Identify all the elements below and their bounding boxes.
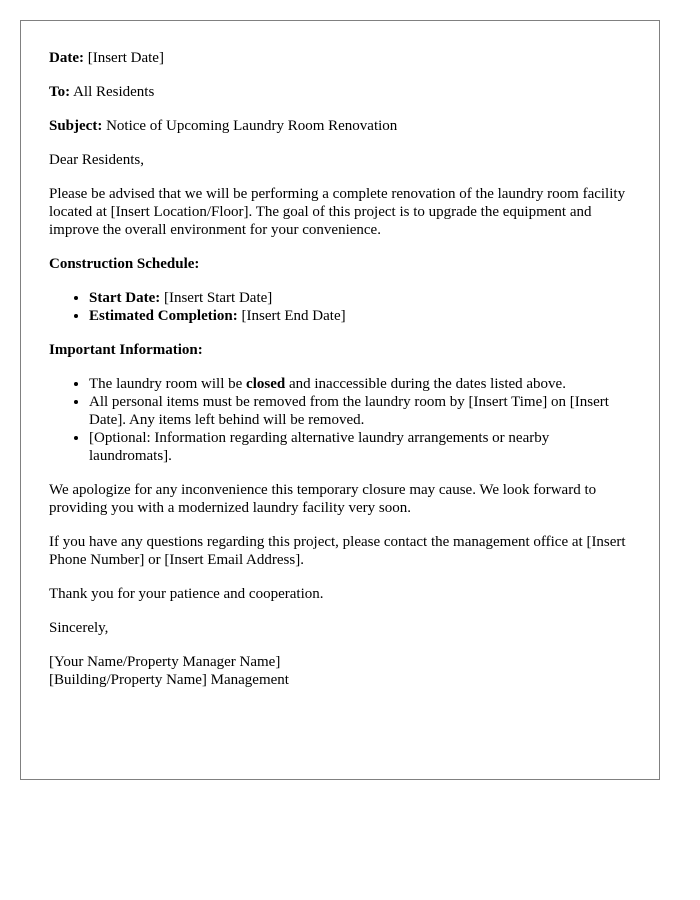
signature-org: [Building/Property Name] Management: [49, 672, 289, 688]
info-list: [49, 375, 631, 465]
intro-paragraph: Please be advised that we will be performing a complete renovation of the laundry room facility located at [Insert Location/Floor]. The goal of this project is to upgrade the equipment and improve the overall environment for your convenience.: [49, 186, 626, 238]
start-date-value: [Insert Start Date]: [163, 290, 273, 306]
list-item: [89, 307, 631, 325]
start-date-label: Start Date:: [89, 290, 161, 306]
list-item: [89, 289, 631, 307]
info-item1-bold: closed: [246, 376, 286, 392]
list-item: • All personal items must be removed from the laundry room by [Insert Time] on [Insert Date]. Any items left behind will be removed.: [89, 393, 631, 429]
greeting: Dear Residents,: [49, 152, 144, 168]
schedule-list: [49, 289, 631, 325]
to-label: To:: [49, 84, 71, 100]
to-value: All Residents: [73, 84, 155, 100]
contact-paragraph: If you have any questions regarding this project, please contact the management office at [Insert Phone Number] or [Insert Email Address].: [49, 534, 626, 568]
date-value: [Insert Date]: [87, 50, 164, 66]
subject-label: Subject:: [49, 118, 103, 134]
subject-line: [49, 117, 631, 135]
info-item1-pre: The laundry room will be: [89, 376, 247, 392]
letter-container: [20, 20, 660, 780]
date-line: [49, 49, 631, 67]
apology-paragraph: We apologize for any inconvenience this temporary closure may cause. We look forward to providing you with a modernized laundry facility very soon.: [49, 482, 597, 516]
end-date-label: Estimated Completion:: [89, 308, 238, 324]
list-item: [89, 375, 631, 393]
signature-name: [Your Name/Property Manager Name]: [49, 654, 281, 670]
list-item: • [Optional: Information regarding alternative laundry arrangements or nearby laundromats].: [89, 429, 631, 465]
info-heading: Important Information:: [49, 342, 203, 358]
end-date-value: [Insert End Date]: [241, 308, 346, 324]
to-line: [49, 83, 631, 101]
thanks-paragraph: Thank you for your patience and cooperation.: [49, 586, 324, 602]
subject-value: Notice of Upcoming Laundry Room Renovation: [106, 118, 398, 134]
info-item1-post: and inaccessible during the dates listed above.: [285, 376, 566, 392]
schedule-heading: Construction Schedule:: [49, 256, 200, 272]
date-label: Date:: [49, 50, 84, 66]
closing: Sincerely,: [49, 620, 109, 636]
signature-block: [49, 653, 631, 689]
